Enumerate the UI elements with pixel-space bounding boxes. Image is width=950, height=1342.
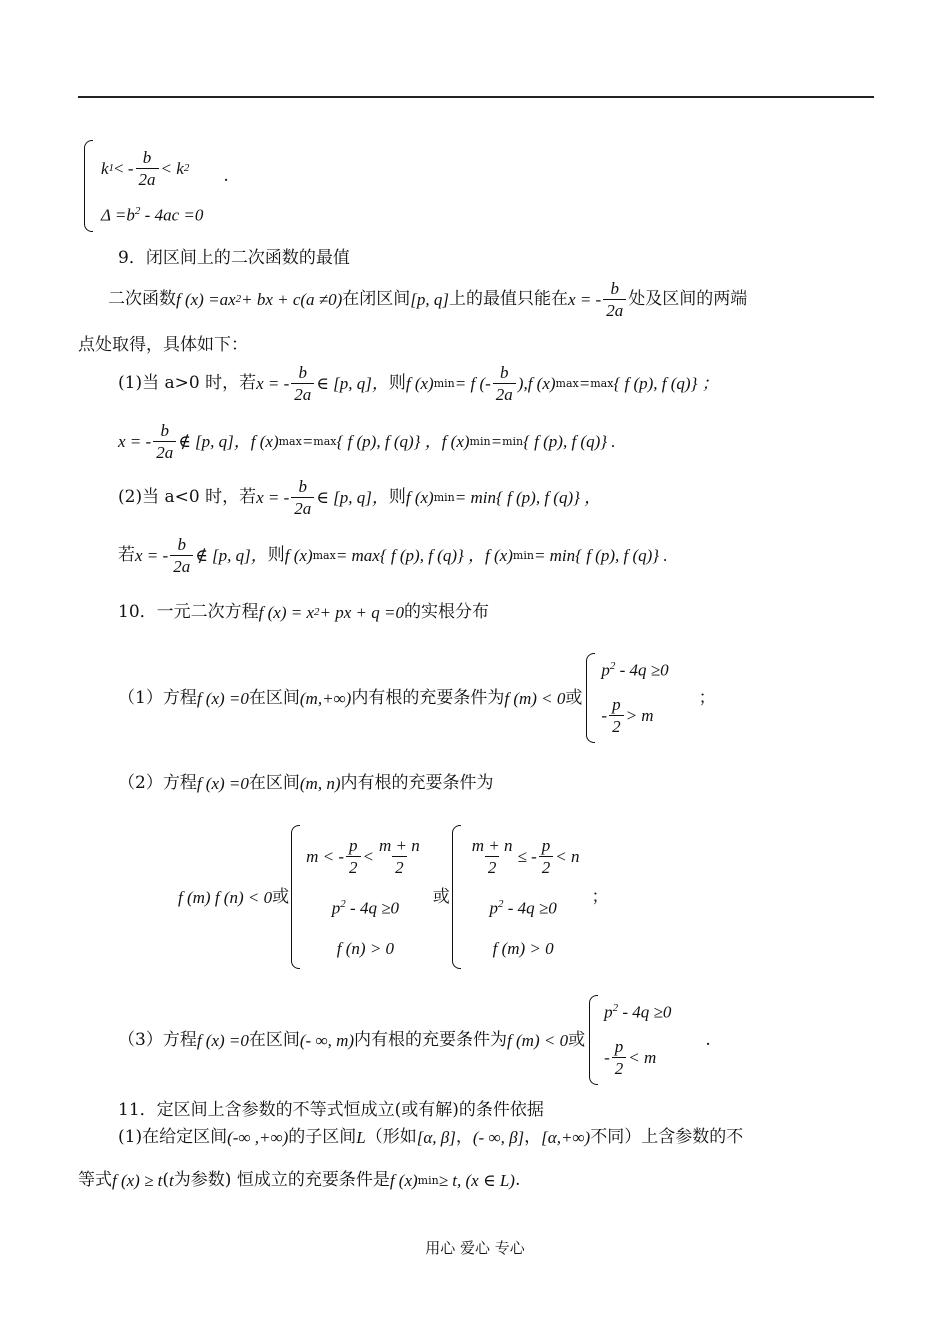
top-system-line2: $\Delta =b^2 - 4ac =0$	[101, 204, 204, 225]
top-system	[84, 140, 229, 232]
sec11-line2: 等式 f (x) ≥ t ( t 为参数) 恒成立的充要条件是 f (x) min ≥ t, (x ∈ L) .	[78, 1170, 521, 1190]
sec10-p3: （3）方程 f (x) =0 在区间 (- ∞, m) 内有根的充要条件为 f (m) < 0 或 $p^2 - 4q \ge 0$ - $\frac{p}{2}$ < m .	[118, 995, 711, 1085]
sec10-p2-systems: f (m) f (n) < 0 或 m < - $\frac{p}{2}$ < $\frac{m + n}{2}$ $p^2 - 4q \ge 0$ f (n) > 0 或 $\frac{m + n}{2}$ ≤ - $\frac{p}{2}$ < n $p^2 - 4q \ge 0$ f (m) > 0 ；	[178, 825, 608, 969]
sec10-p2: （2）方程 f (x) =0 在区间 (m, n) 内有根的充要条件为	[118, 773, 494, 793]
sec9-intro-line2: 点处取得，具体如下：	[78, 335, 248, 355]
sec9-case1b: x = - $\frac{b}{2a}$ ∉ [p, q]， f (x) max = max { f (p), f (q)} ， f (x) min = min { f (p), f (q)} .	[118, 421, 616, 462]
top-system-period: .	[223, 165, 229, 186]
left-brace	[84, 140, 93, 232]
sec10-p1: （1）方程 f (x) =0 在区间 (m,+∞) 内有根的充要条件为 f (m) < 0 或 $p^2 - 4q \ge 0$ - $\frac{p}{2}$ > m ；	[118, 653, 716, 743]
sec11-heading: 11．定区间上含参数的不等式恒成立(或有解)的条件依据	[118, 1100, 544, 1120]
page-footer: 用心 爱心 专心	[425, 1239, 525, 1257]
sec9-case1: (1)当 a>0 时，若 x = - $\frac{b}{2a}$ ∈ [p, q]， 则 f (x) min = f (- $\frac{b}{2a}$ ), f (x) max = max { f (p), f (q)} ；	[118, 363, 719, 404]
sec9-case2: (2)当 a<0 时，若 x = - $\frac{b}{2a}$ ∈ [p, q]， 则 f (x) min = min{ f (p), f (q)} ，	[118, 477, 602, 518]
sec9-intro: 二次函数 f (x) =ax 2 + bx + c(a ≠0) 在闭区间 [p, q] 上的最值只能在 x = - $\frac{b}{2a}$ 处及区间的两端	[108, 279, 748, 320]
top-system-line1: k 1 < - $\frac{b}{2a}$ < k 2	[101, 147, 190, 189]
sec10-heading: 10．一元二次方程 f (x) = x 2 + px + q =0 的实根分布	[118, 602, 489, 622]
sec9-heading: 9．闭区间上的二次函数的最值	[118, 248, 350, 268]
header-rule	[78, 96, 874, 98]
sec11-line1: (1)在给定区间 (-∞ ,+∞) 的子区间 L （形如 [α, β] ， (- ∞, β] ， [α,+∞) 不同）上含参数的不	[118, 1127, 744, 1147]
sec9-case2b: 若 x = - $\frac{b}{2a}$ ∉ [p, q]， 则 f (x) max = max{ f (p), f (q)} ， f (x) min = min{ f (p), f (q)} .	[118, 535, 668, 576]
